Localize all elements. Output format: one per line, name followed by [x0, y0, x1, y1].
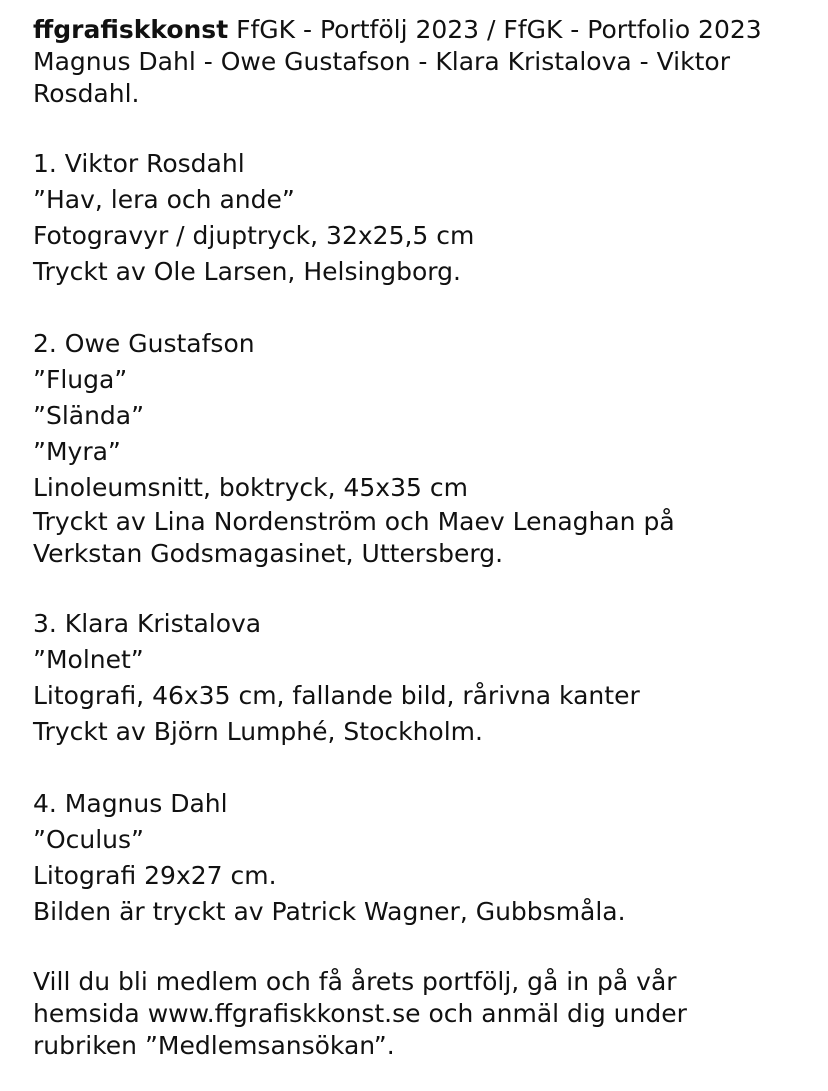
work-printer: Tryckt av Ole Larsen, Helsingborg.: [33, 257, 461, 286]
paragraph-gap: [33, 110, 813, 146]
membership-line: rubriken ”Medlemsansökan”.: [33, 1031, 395, 1060]
paragraph-gap: [33, 750, 813, 786]
paragraph-gap: [33, 930, 813, 966]
membership-text: och anmäl dig under: [420, 999, 687, 1028]
work-technique: Fotogravyr / djuptryck, 32x25,5 cm: [33, 221, 475, 250]
work-title: ”Molnet”: [33, 645, 144, 674]
work-title: ”Fluga”: [33, 365, 128, 394]
membership-note: [33, 966, 813, 1062]
artists-line: Magnus Dahl - Owe Gustafson - Klara Kristalova - Viktor: [33, 47, 730, 76]
membership-line: [33, 998, 813, 1030]
work-entry-3: [33, 606, 813, 750]
post-caption: [33, 14, 813, 1062]
work-entry-4: [33, 786, 813, 930]
paragraph-gap: [33, 570, 813, 606]
work-technique: Litografi 29x27 cm.: [33, 861, 277, 890]
work-entry-1: [33, 146, 813, 290]
work-artist: 3. Klara Kristalova: [33, 609, 262, 638]
work-printer: Tryckt av Lina Nordenström och Maev Lenaghan på: [33, 507, 675, 536]
caption-header-line: [33, 14, 813, 46]
work-title: ”Oculus”: [33, 825, 144, 854]
work-title: ”Myra”: [33, 437, 121, 466]
artists-line: Rosdahl.: [33, 79, 140, 108]
author-username[interactable]: ffgrafiskkonst: [33, 15, 229, 44]
caption-title: FfGK - Portfölj 2023 / FfGK - Portfolio 2023: [236, 15, 762, 44]
membership-text: hemsida: [33, 999, 148, 1028]
work-printer: Bilden är tryckt av Patrick Wagner, Gubbsmåla.: [33, 897, 626, 926]
work-title: ”Slända”: [33, 401, 145, 430]
membership-line: Vill du bli medlem och få årets portfölj, gå in på vår: [33, 967, 677, 996]
work-artist: 1. Viktor Rosdahl: [33, 149, 245, 178]
work-artist: 4. Magnus Dahl: [33, 789, 228, 818]
work-artist: 2. Owe Gustafson: [33, 329, 255, 358]
work-title: ”Hav, lera och ande”: [33, 185, 295, 214]
work-technique: Litografi, 46x35 cm, fallande bild, rårivna kanter: [33, 681, 640, 710]
website-link[interactable]: www.ffgrafiskkonst.se: [147, 999, 421, 1028]
paragraph-gap: [33, 290, 813, 326]
work-entry-2: [33, 326, 813, 570]
work-printer: Verkstan Godsmagasinet, Uttersberg.: [33, 539, 504, 568]
work-technique: Linoleumsnitt, boktryck, 45x35 cm: [33, 473, 468, 502]
work-printer: Tryckt av Björn Lumphé, Stockholm.: [33, 717, 483, 746]
